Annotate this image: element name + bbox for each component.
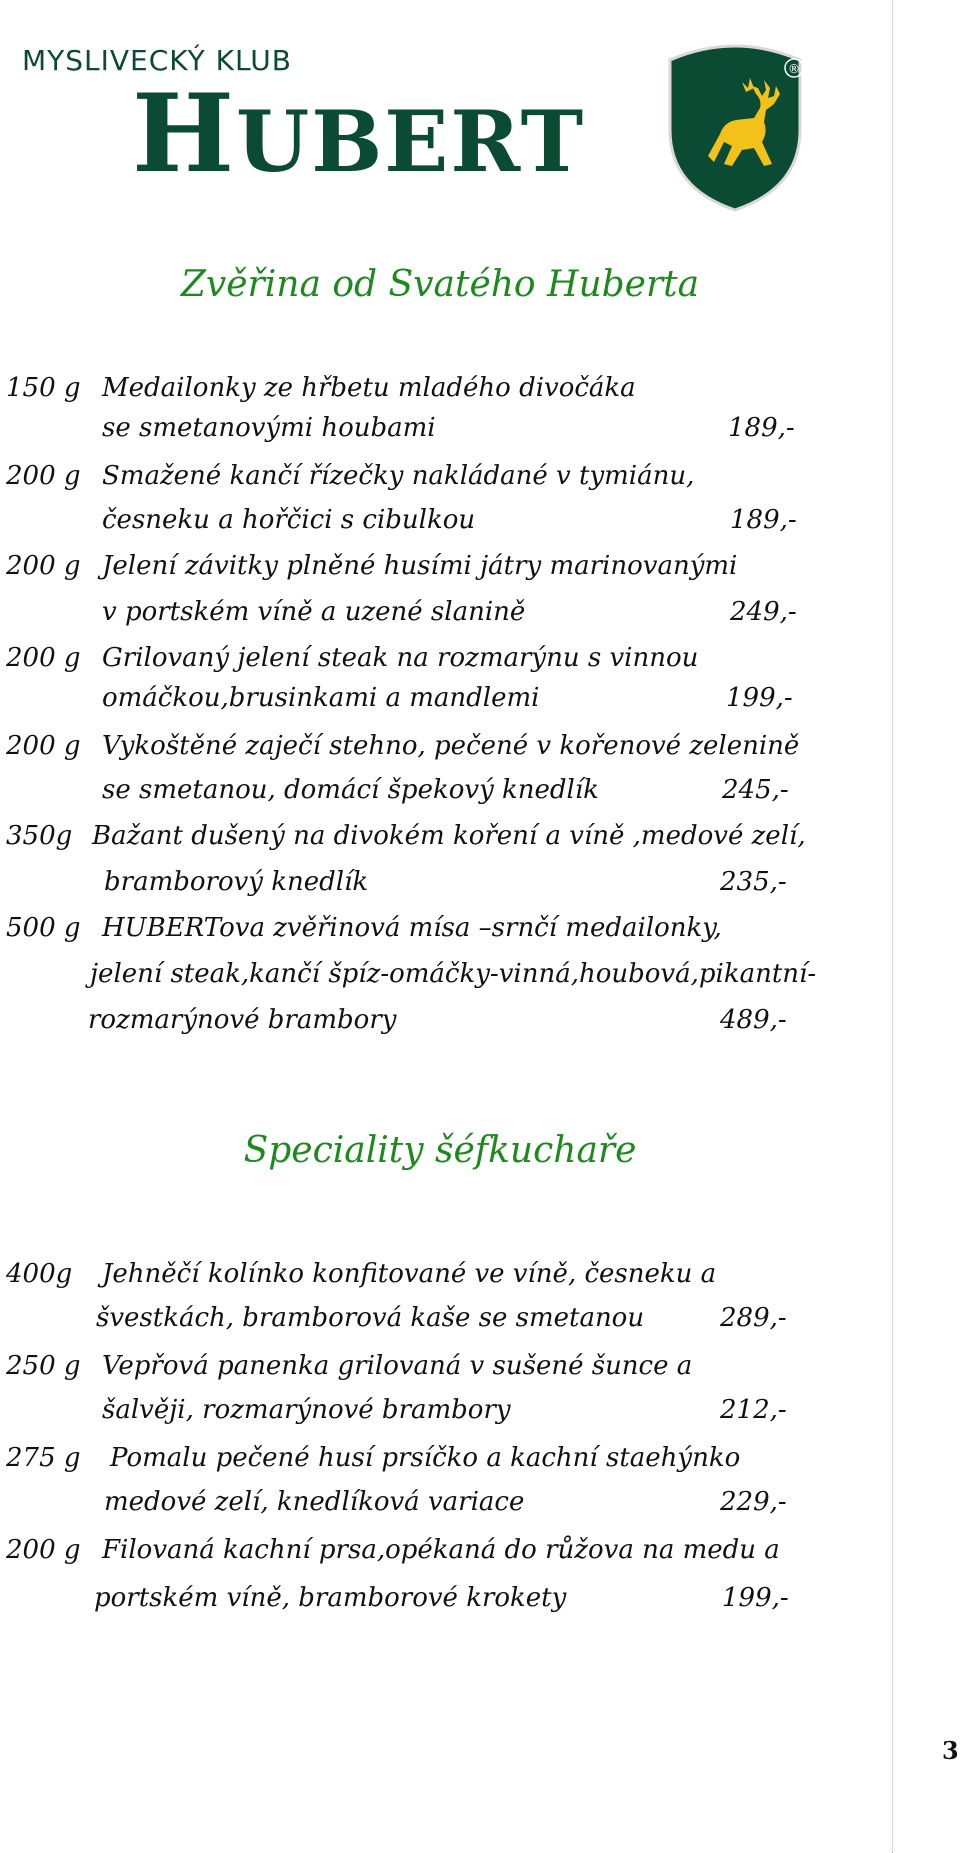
page-number: 3 <box>942 1736 959 1765</box>
item-price: 199,- <box>726 683 793 713</box>
item-price: 212,- <box>720 1395 787 1425</box>
item-weight: 500 g <box>6 913 81 943</box>
item-price: 489,- <box>720 1005 787 1035</box>
item-description: Grilovaný jelení steak na rozmarýnu s vinnou <box>102 643 699 673</box>
section-title-zverina: Zvěřina od Svatého Huberta <box>180 264 700 305</box>
item-weight: 200 g <box>6 1535 81 1565</box>
item-price: 245,- <box>722 775 789 805</box>
item-description: se smetanovými houbami <box>102 413 436 443</box>
section-title-speciality: Speciality šéfkuchaře <box>243 1130 637 1171</box>
item-price: 189,- <box>728 413 795 443</box>
item-description: Vepřová panenka grilovaná v sušené šunce a <box>102 1351 693 1381</box>
item-price: 199,- <box>722 1583 789 1613</box>
item-description: v portském víně a uzené slanině <box>102 597 526 627</box>
item-description: HUBERTova zvěřinová mísa –srnčí medailonky, <box>102 913 722 943</box>
item-price: 235,- <box>720 867 787 897</box>
registered-mark: ® <box>788 62 800 76</box>
item-description: Smažené kančí řízečky nakládané v tymiánu, <box>102 461 695 491</box>
brand-rest: UBERT <box>236 92 586 191</box>
item-weight: 275 g <box>6 1443 81 1473</box>
brand-first-letter: H <box>132 71 237 197</box>
brand-name <box>132 71 586 197</box>
item-weight: 150 g <box>6 373 81 403</box>
item-weight: 250 g <box>6 1351 81 1381</box>
item-description: Pomalu pečené husí prsíčko a kachní staehýnko <box>110 1443 741 1473</box>
item-description: česneku a hořčici s cibulkou <box>102 505 476 535</box>
item-description: Medailonky ze hřbetu mladého divočáka <box>102 373 636 403</box>
item-description: omáčkou,brusinkami a mandlemi <box>102 683 540 713</box>
item-description: jelení steak,kančí špíz-omáčky-vinná,houbová,pikantní- <box>90 959 817 989</box>
item-weight: 200 g <box>6 731 81 761</box>
item-description: se smetanou, domácí špekový knedlík <box>102 775 599 805</box>
item-description: rozmarýnové brambory <box>88 1005 397 1035</box>
item-price: 289,- <box>720 1303 787 1333</box>
page-edge-divider <box>892 0 893 1853</box>
item-price: 189,- <box>730 505 797 535</box>
item-weight: 200 g <box>6 461 81 491</box>
item-description: Bažant dušený na divokém koření a víně ,medové zelí, <box>92 821 806 851</box>
item-description: Jehněčí kolínko konfitované ve víně, česneku a <box>102 1259 717 1289</box>
item-description: medové zelí, knedlíková variace <box>104 1487 525 1517</box>
item-description: bramborový knedlík <box>104 867 369 897</box>
item-weight: 200 g <box>6 551 81 581</box>
item-weight: 200 g <box>6 643 81 673</box>
item-description: Jelení závitky plněné husími játry marinovanými <box>102 551 738 581</box>
item-description: šalvěji, rozmarýnové brambory <box>102 1395 511 1425</box>
item-weight: 350g <box>6 821 73 851</box>
deer-logo <box>650 38 820 214</box>
item-weight: 400g <box>6 1259 73 1289</box>
club-name: MYSLIVECKÝ KLUB <box>22 44 292 77</box>
item-description: portském víně, bramborové krokety <box>94 1583 567 1613</box>
item-description: Vykoštěné zaječí stehno, pečené v kořenové zelenině <box>102 731 800 761</box>
item-price: 229,- <box>720 1487 787 1517</box>
item-description: Filovaná kachní prsa,opékaná do růžova na medu a <box>102 1535 780 1565</box>
item-description: švestkách, bramborová kaše se smetanou <box>96 1303 645 1333</box>
item-price: 249,- <box>730 597 797 627</box>
